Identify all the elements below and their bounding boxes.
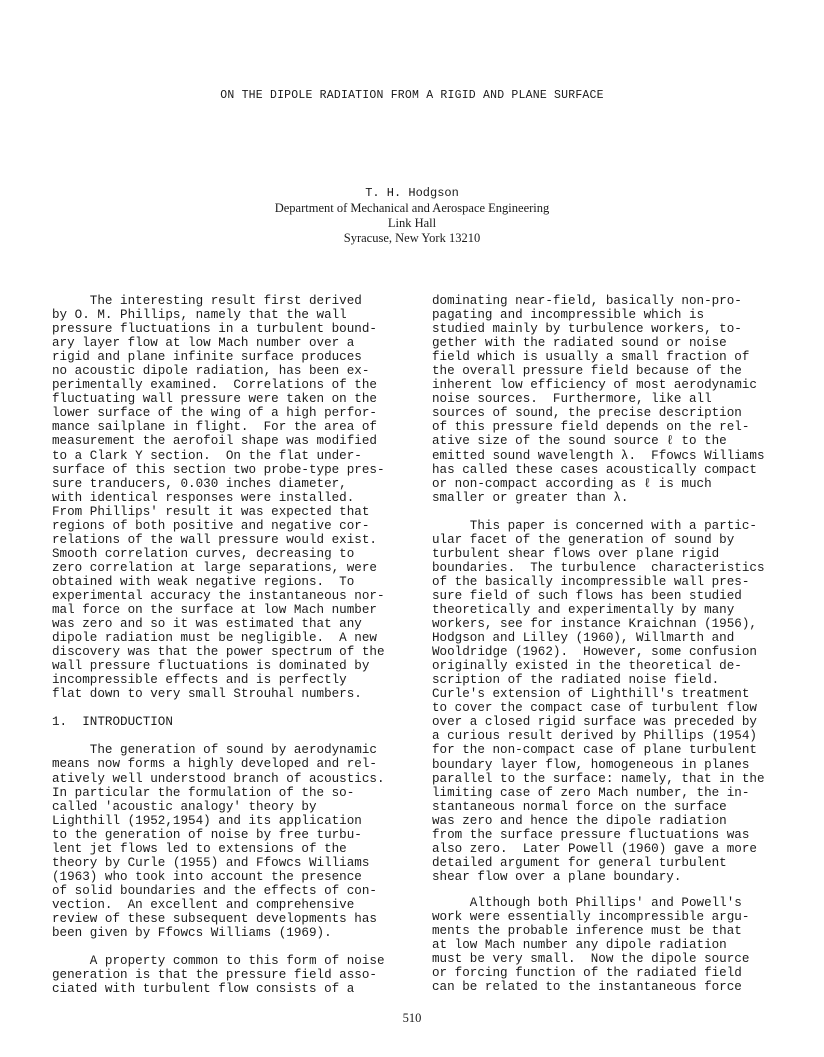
- text-line: lower surface of the wing of a high perfor-: [52, 406, 377, 421]
- text-line: A property common to this form of noise: [52, 954, 385, 969]
- text-line: vection. An excellent and comprehensive: [52, 897, 355, 912]
- text-line: ative size of the sound source ℓ to the: [432, 434, 727, 449]
- text-line: surface of this section two probe-type pres-: [52, 462, 385, 477]
- text-line: over a closed rigid surface was preceded by: [432, 715, 757, 730]
- text-line: has called these cases acoustically compact: [432, 462, 757, 477]
- text-line: sure tranducers, 0.030 inches diameter,: [52, 476, 347, 491]
- text-line: can be related to the instantaneous force: [432, 980, 742, 995]
- text-line: generation is that the pressure field asso-: [52, 968, 377, 983]
- text-line: ments the probable inference must be that: [432, 924, 742, 939]
- page-number: 510: [402, 1011, 422, 1025]
- text-line: noise sources. Furthermore, like all: [432, 392, 712, 407]
- text-line: studied mainly by turbulence workers, to-: [432, 322, 742, 337]
- text-line: lent jet flows led to extensions of the: [52, 841, 347, 856]
- author-building: Link Hall: [387, 216, 437, 230]
- text-line: boundary layer flow, homogeneous in planes: [432, 757, 750, 772]
- abstract: [52, 294, 412, 701]
- text-line: by O. M. Phillips, namely that the wall: [52, 308, 347, 323]
- text-line: perimentally examined. Correlations of the: [52, 378, 377, 393]
- text-line: zero correlation at large separations, were: [52, 560, 377, 575]
- text-line: atively well understood branch of acoustics.: [52, 771, 385, 786]
- text-line: rigid and plane infinite surface produces: [52, 350, 362, 365]
- text-line: shear flow over a plane boundary.: [432, 869, 682, 884]
- text-line: sure field of such flows has been studied: [432, 588, 742, 603]
- text-line: experimental accuracy the instantaneous nor-: [52, 588, 385, 603]
- text-line: to a Clark Y section. On the flat under-: [52, 448, 362, 463]
- text-line: smaller or greater than λ.: [432, 490, 629, 505]
- text-line: was zero and so it was estimated that any: [52, 617, 362, 632]
- text-line: mance sailplane in flight. For the area of: [52, 420, 377, 435]
- text-line: of the basically incompressible wall pres-: [432, 574, 750, 589]
- author-city: Syracuse, New York 13210: [343, 231, 481, 245]
- text-line: flat down to very small Strouhal numbers.: [52, 687, 362, 702]
- text-line: dipole radiation must be negligible. A new: [52, 631, 377, 646]
- text-line: to the generation of noise by free turbu-: [52, 827, 362, 842]
- text-line: parallel to the surface: namely, that in the: [432, 771, 765, 786]
- text-line: dominating near-field, basically non-pro-: [432, 294, 742, 308]
- intro-paragraph-2: [52, 954, 412, 996]
- text-line: at low Mach number any dipole radiation: [432, 938, 727, 953]
- text-line: Lighthill (1952,1954) and its application: [52, 813, 362, 828]
- author-name: T. H. Hodgson: [365, 186, 459, 200]
- right-paragraph-3: [432, 896, 792, 994]
- author-department: Department of Mechanical and Aerospace Engineering: [274, 201, 550, 215]
- text-line: field which is usually a small fraction of: [432, 350, 750, 365]
- author-block: [0, 186, 824, 246]
- text-line: sources of sound, the precise description: [432, 406, 742, 421]
- text-line: measurement the aerofoil shape was modified: [52, 434, 377, 449]
- text-line: This paper is concerned with a partic-: [432, 518, 757, 533]
- text-line: The interesting result first derived: [52, 294, 362, 308]
- text-line: Wooldridge (1962). However, some confusion: [432, 645, 757, 660]
- text-line: stantaneous normal force on the surface: [432, 799, 727, 814]
- text-line: to cover the compact case of turbulent flow: [432, 701, 757, 716]
- text-line: pagating and incompressible which is: [432, 308, 705, 323]
- text-line: workers, see for instance Kraichnan (1956),: [432, 617, 757, 632]
- text-line: turbulent shear flows over plane rigid: [432, 546, 720, 561]
- text-line: ciated with turbulent flow consists of a: [52, 982, 355, 997]
- text-line: incompressible effects and is perfectly: [52, 673, 347, 688]
- text-line: for the non-compact case of plane turbulent: [432, 743, 757, 758]
- text-line: pressure fluctuations in a turbulent bound-: [52, 322, 377, 337]
- text-line: ary layer flow at low Mach number over a: [52, 336, 355, 351]
- intro-paragraph-1: [52, 743, 412, 940]
- text-line: fluctuating wall pressure were taken on the: [52, 392, 377, 407]
- text-line: inherent low efficiency of most aerodynamic: [432, 378, 757, 393]
- text-line: Smooth correlation curves, decreasing to: [52, 546, 355, 561]
- text-line: was zero and hence the dipole radiation: [432, 813, 727, 828]
- text-line: discovery was that the power spectrum of the: [52, 645, 385, 660]
- text-line: review of these subsequent developments has: [52, 911, 377, 926]
- text-line: called 'acoustic analogy' theory by: [52, 799, 317, 814]
- right-column: [432, 294, 792, 994]
- text-line: Curle's extension of Lighthill's treatment: [432, 687, 750, 702]
- text-line: of solid boundaries and the effects of con-: [52, 883, 377, 898]
- text-line: detailed argument for general turbulent: [432, 855, 727, 870]
- text-line: emitted sound wavelength λ. Ffowcs Williams: [432, 448, 765, 463]
- text-line: been given by Ffowcs Williams (1969).: [52, 926, 332, 941]
- text-line: Although both Phillips' and Powell's: [432, 895, 742, 910]
- left-column: [52, 294, 412, 996]
- text-line: relations of the wall pressure would exist.: [52, 532, 377, 547]
- text-line: means now forms a highly developed and rel-: [52, 757, 377, 772]
- text-line: mal force on the surface at low Mach number: [52, 603, 377, 618]
- text-line: with identical responses were installed.: [52, 490, 355, 505]
- text-line: must be very small. Now the dipole source: [432, 952, 750, 967]
- paper-title: ON THE DIPOLE RADIATION FROM A RIGID AND PLANE SURFACE: [220, 89, 604, 102]
- right-paragraph-1: [432, 294, 792, 505]
- text-line: boundaries. The turbulence characteristics: [432, 560, 765, 575]
- text-line: work were essentially incompressible argu-: [432, 909, 750, 924]
- text-line: Hodgson and Lilley (1960), Willmarth and: [432, 631, 735, 646]
- text-line: In particular the formulation of the so-: [52, 785, 355, 800]
- text-line: wall pressure fluctuations is dominated by: [52, 659, 370, 674]
- text-line: the overall pressure field because of the: [432, 364, 742, 379]
- text-line: The generation of sound by aerodynamic: [52, 743, 377, 758]
- text-line: no acoustic dipole radiation, has been ex-: [52, 364, 370, 379]
- text-line: limiting case of zero Mach number, the in-: [432, 785, 750, 800]
- text-line: obtained with weak negative regions. To: [52, 574, 355, 589]
- text-line: regions of both positive and negative cor-: [52, 518, 370, 533]
- text-line: scription of the radiated noise field.: [432, 673, 720, 688]
- text-line: theoretically and experimentally by many: [432, 602, 735, 617]
- text-line: gether with the radiated sound or noise: [432, 336, 727, 351]
- text-line: theory by Curle (1955) and Ffowcs Williams: [52, 855, 370, 870]
- text-line: or non-compact according as ℓ is much: [432, 476, 712, 491]
- text-line: also zero. Later Powell (1960) gave a more: [432, 841, 757, 856]
- text-line: From Phillips' result it was expected that: [52, 504, 370, 519]
- right-paragraph-2: [432, 519, 792, 884]
- text-line: (1963) who took into account the presence: [52, 869, 362, 884]
- text-line: or forcing function of the radiated field: [432, 966, 742, 981]
- text-line: originally existed in the theoretical de-: [432, 659, 742, 674]
- text-line: ular facet of the generation of sound by: [432, 532, 735, 547]
- section-heading: 1. INTRODUCTION: [52, 715, 173, 730]
- text-line: of this pressure field depends on the rel-: [432, 420, 750, 435]
- text-line: a curious result derived by Phillips (1954): [432, 729, 757, 744]
- text-line: from the surface pressure fluctuations was: [432, 827, 750, 842]
